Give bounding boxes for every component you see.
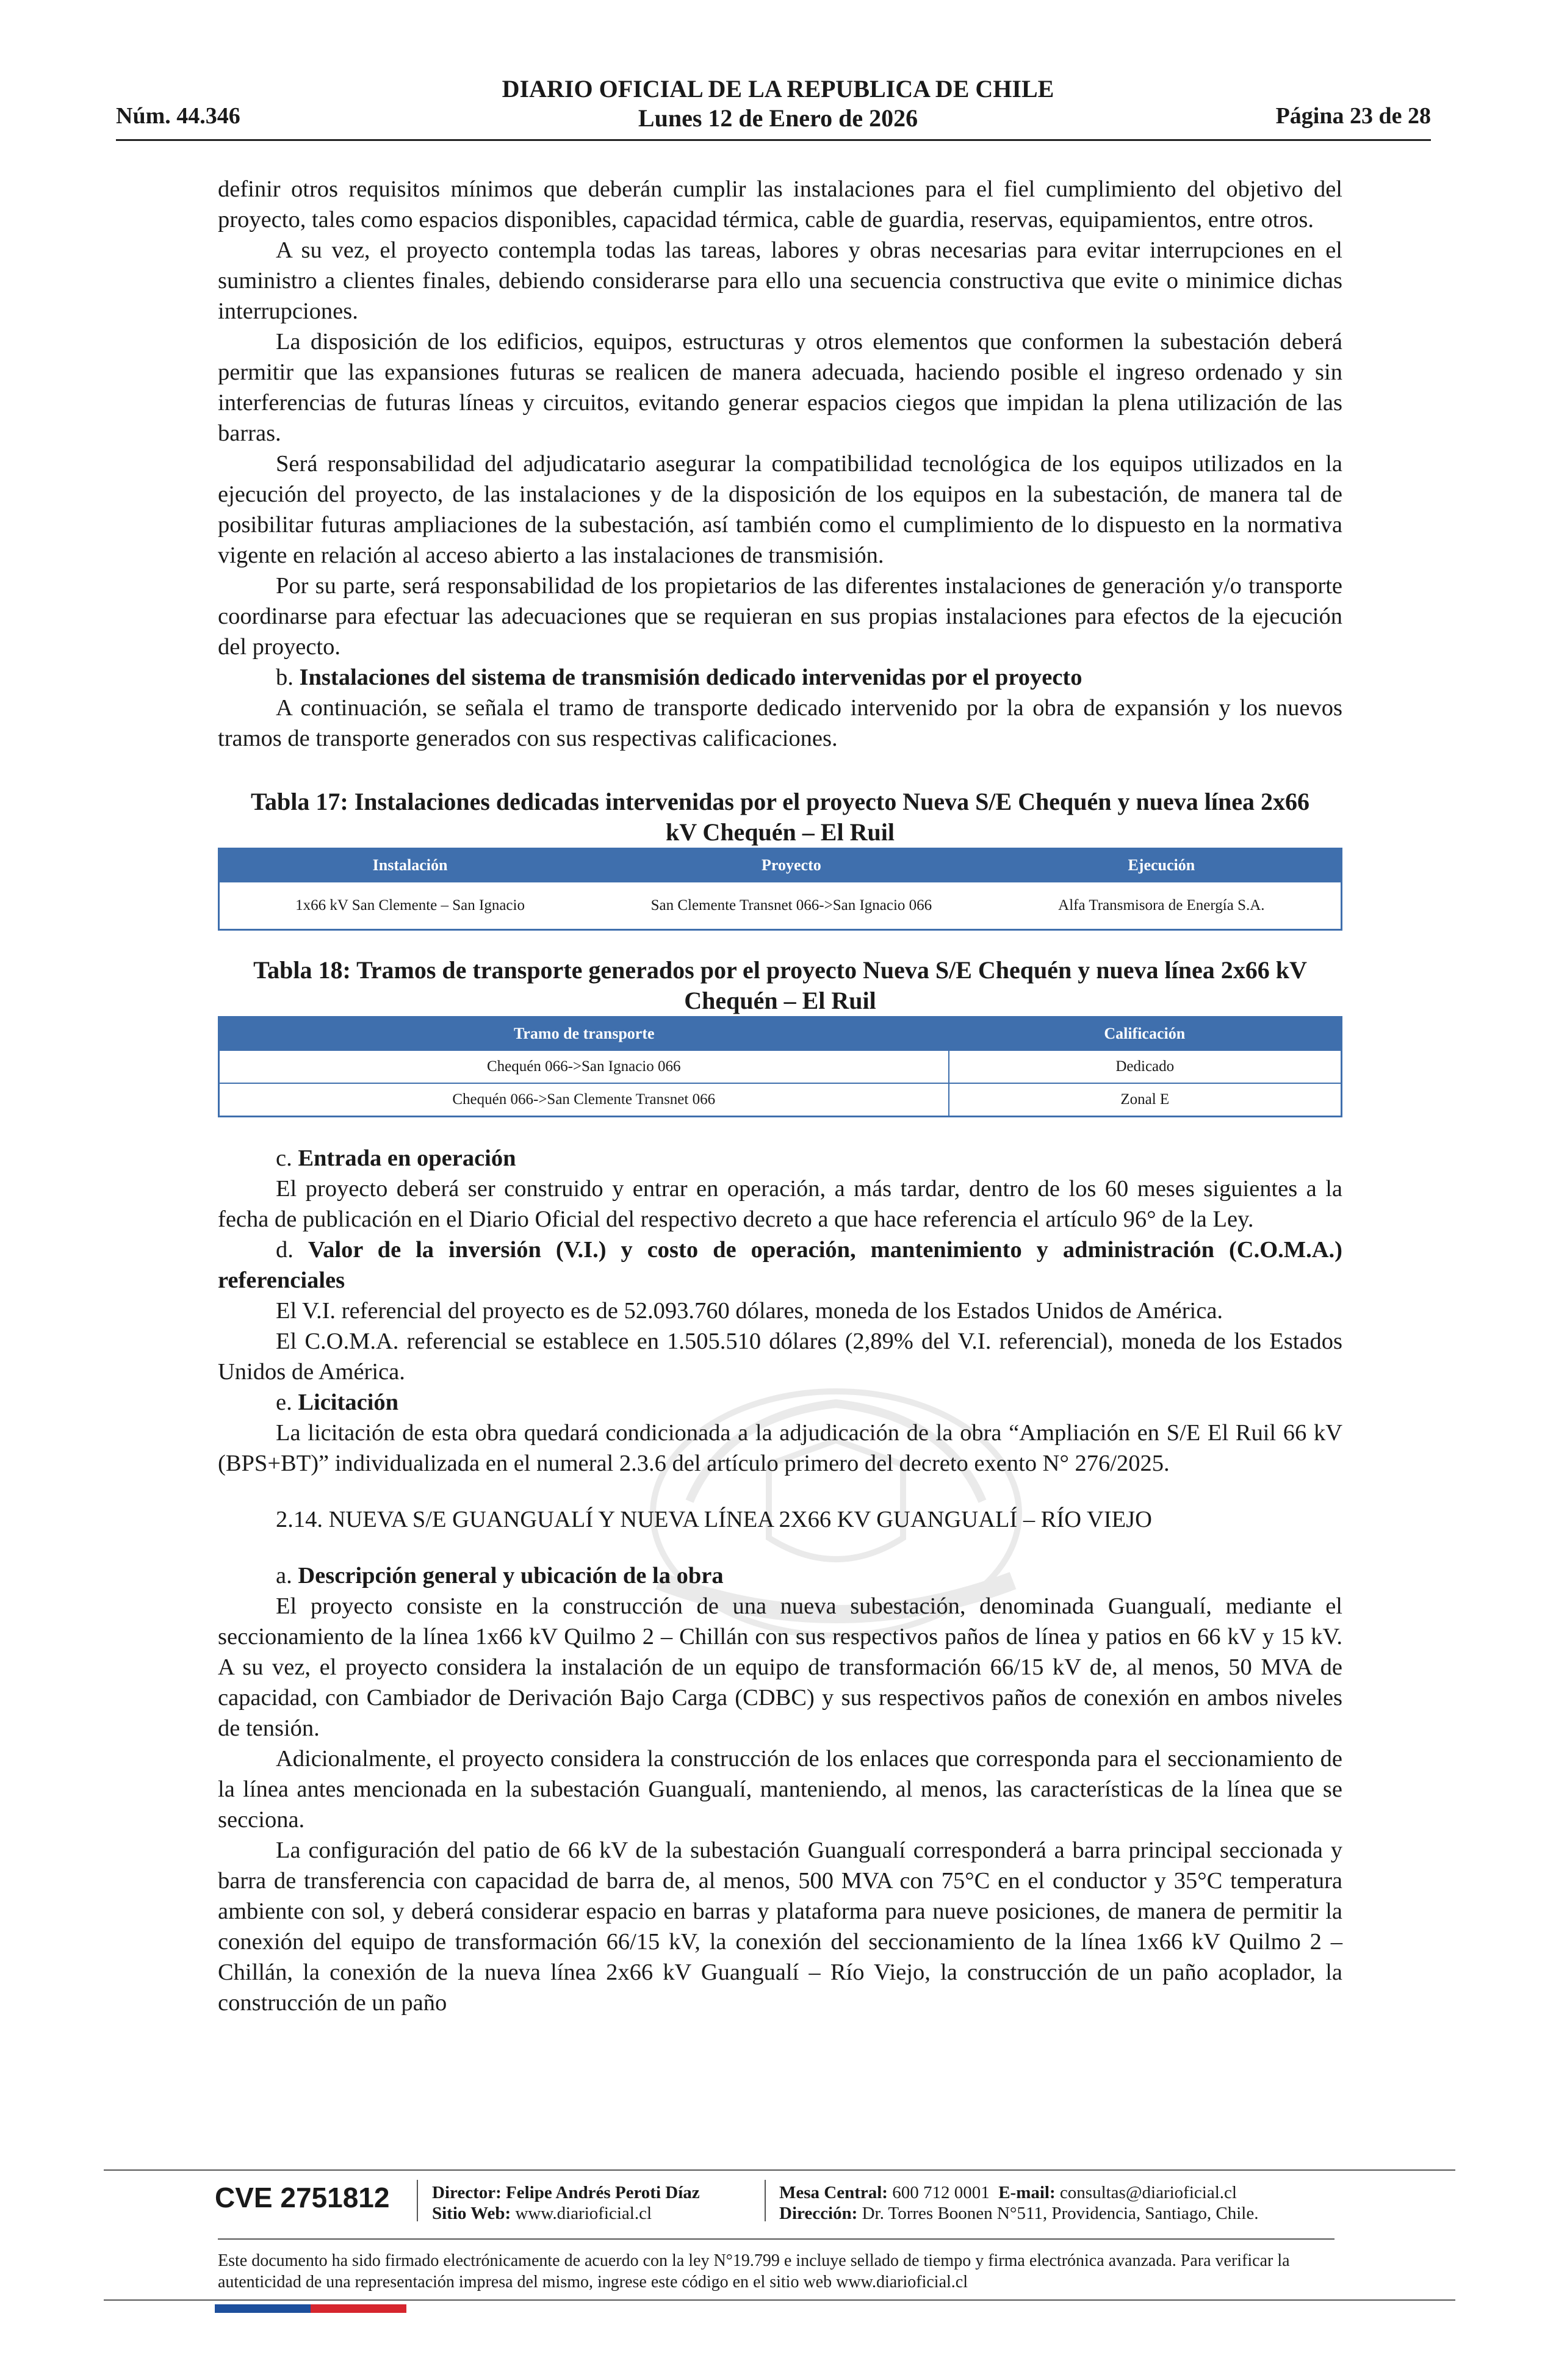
cve-code: CVE 2751812 [215,2182,390,2213]
paragraph: definir otros requisitos mínimos que deberán cumplir las instalaciones para el fiel cumplimiento del objetivo del proyecto, tales como espacios disponibles, capacidad térmica, cable de guardia, reservas, equipamientos, entre otros. [218,176,1342,233]
footer-director-block [432,2182,700,2224]
flag-stripe [215,2304,406,2313]
section-heading: 2.14. NUEVA S/E GUANGUALÍ Y NUEVA LÍNEA 2X66 KV GUANGUALÍ – RÍO VIEJO [276,1507,1152,1532]
email-label: E-mail: [998,2183,1056,2202]
footer-divider [417,2180,418,2221]
paragraph: La licitación de esta obra quedará condicionada a la adjudicación de la obra “Ampliación en S/E El Ruil 66 kV (BPS+BT)” individualizada en el numeral 2.3.6 del artículo primero del decreto exento N° 276/2025. [218,1420,1342,1476]
item-letter: a. [276,1563,292,1588]
paragraph: Por su parte, será responsabilidad de los propietarios de las diferentes instalaciones de generación y/o transporte coordinarse para efectuar las adecuaciones que se requieran en sus propias instalaciones para efectos de la ejecución del proyecto. [218,573,1342,660]
footer-contact-block [779,2182,1258,2224]
column-header: Calificación [949,1017,1342,1051]
flag-blue-segment [215,2304,311,2313]
paragraph: La disposición de los edificios, equipos, estructuras y otros elementos que conformen la subestación deberá permitir que las expansiones futuras se realicen de manera adecuada, haciendo posible el ingreso ordenado y sin interferencias de futuras líneas y circuitos, evitando generar espacios ciegos que impidan la plena utilización de las barras. [218,329,1342,446]
table-cell: Chequén 066->San Clemente Transnet 066 [219,1083,949,1117]
phone-value: 600 712 0001 [892,2183,990,2202]
column-header: Tramo de transporte [219,1017,949,1051]
table-17-caption: Tabla 17: Instalaciones dedicadas intervenidas por el proyecto Nueva S/E Chequén y nueva línea 2x66 kV Chequén – El Ruil [251,788,1309,846]
footer-rule [218,2238,1334,2240]
paragraph: A continuación, se señala el tramo de transporte dedicado intervenido por la obra de expansión y los nuevos tramos de transporte generados con sus respectivas calificaciones. [218,695,1342,751]
item-letter: d. [276,1237,294,1263]
table-cell: 1x66 kV San Clemente – San Ignacio [219,882,601,930]
publication-date: Lunes 12 de Enero de 2026 [638,104,918,132]
item-title: Entrada en operación [298,1145,516,1171]
item-heading-c [218,1143,1342,1174]
table-row [219,1050,1342,1083]
header-rule [116,139,1431,141]
paragraph: El V.I. referencial del proyecto es de 52.093.760 dólares, moneda de los Estados Unidos de América. [276,1298,1223,1324]
paragraph: El proyecto deberá ser construido y entrar en operación, a más tardar, dentro de los 60 meses siguientes a la fecha de publicación en el Diario Oficial del respectivo decreto a que hace referencia el artículo 96° de la Ley. [218,1176,1342,1232]
website-link[interactable]: www.diarioficial.cl [515,2204,652,2223]
table-18 [218,1016,1342,1117]
table-cell: Chequén 066->San Ignacio 066 [219,1050,949,1083]
table-cell: San Clemente Transnet 066->San Ignacio 066 [600,882,982,930]
director-name: Felipe Andrés Peroti Díaz [506,2183,700,2202]
page-number: Página 23 de 28 [1275,103,1431,129]
table-header-row [219,1017,1342,1051]
item-title: Valor de la inversión (V.I.) y costo de operación, mantenimiento y administración (C.O.M.A.) referenciales [218,1237,1343,1293]
paragraph: El C.O.M.A. referencial se establece en 1.505.510 dólares (2,89% del V.I. referencial), moneda de los Estados Unidos de América. [218,1329,1342,1385]
item-heading-b [218,662,1342,693]
paragraph: La configuración del patio de 66 kV de la subestación Guangualí corresponderá a barra principal seccionada y barra de transferencia con capacidad de barra de, al menos, 500 MVA con 75°C en el conductor y 35°C temperatura ambiente con sol, y deberá considerar espacio en barras y plataforma para nueve posiciones, de manera de permitir la conexión del equipo de transformación 66/15 kV, la conexión del seccionamiento de la línea 1x66 kV Quilmo 2 – Chillán, la conexión de la nueva línea 2x66 kV Guangualí – Río Viejo, la construcción de un paño acoplador, la construcción de un paño [218,1837,1342,2016]
table-cell: Alfa Transmisora de Energía S.A. [982,882,1342,930]
table-cell: Dedicado [949,1050,1342,1083]
column-header: Ejecución [982,849,1342,882]
item-title: Instalaciones del sistema de transmisión dedicado intervenidas por el proyecto [299,665,1082,690]
item-letter: c. [276,1145,292,1171]
website-label: Sitio Web: [432,2204,511,2223]
phone-label: Mesa Central: [779,2183,888,2202]
director-label: Director: [432,2183,502,2202]
signature-note: Este documento ha sido firmado electrónicamente de acuerdo con la ley N°19.799 e incluye sellado de tiempo y firma electrónica avanzada. Para verificar la autenticidad de una representación impresa del mismo, ingrese este código en el sitio web www.diarioficial.cl [218,2251,1290,2292]
column-header: Proyecto [600,849,982,882]
paragraph: Adicionalmente, el proyecto considera la construcción de los enlaces que corresponda para el seccionamiento de la línea antes mencionada en la subestación Guangualí, manteniendo, al menos, las características de la línea que se secciona. [218,1746,1342,1833]
address-label: Dirección: [779,2204,858,2223]
item-heading-d [218,1235,1342,1296]
table-row [219,882,1342,930]
item-title: Descripción general y ubicación de la obra [298,1563,724,1588]
paragraph: Será responsabilidad del adjudicatario asegurar la compatibilidad tecnológica de los equipos utilizados en la ejecución del proyecto, de las instalaciones y de la disposición de los equipos en la subestación, de manera tal de posibilitar futuras ampliaciones de la subestación, así también como el cumplimiento de lo dispuesto en la normativa vigente en relación al acceso abierto a las instalaciones de transmisión. [218,451,1342,568]
publication-title: DIARIO OFICIAL DE LA REPUBLICA DE CHILE [502,75,1054,103]
paragraph: A su vez, el proyecto contempla todas las tareas, labores y obras necesarias para evitar interrupciones en el suministro a clientes finales, debiendo considerarse para ello una secuencia constructiva que evite o minimice dichas interrupciones. [218,237,1342,324]
footer-rule [104,2299,1455,2301]
column-header: Instalación [219,849,601,882]
item-heading-a [218,1560,1342,1591]
footer-rule [104,2169,1455,2171]
table-header-row [219,849,1342,882]
table-row [219,1083,1342,1117]
table-cell: Zonal E [949,1083,1342,1117]
table-18-caption: Tabla 18: Tramos de transporte generados por el proyecto Nueva S/E Chequén y nueva línea 2x66 kV Chequén – El Ruil [253,956,1307,1014]
paragraph: El proyecto consiste en la construcción de una nueva subestación, denominada Guangualí, mediante el seccionamiento de la línea 1x66 kV Quilmo 2 – Chillán con sus respectivos paños de línea y patios en 66 kV y 15 kV. A su vez, el proyecto considera la instalación de un equipo de transformación 66/15 kV de, al menos, 50 MVA de capacidad, con Cambiador de Derivación Bajo Carga (CDBC) y sus respectivos paños de conexión en ambos niveles de tensión. [218,1593,1342,1741]
address-value: Dr. Torres Boonen N°511, Providencia, Santiago, Chile. [862,2204,1259,2223]
item-heading-e [218,1387,1342,1418]
item-letter: e. [276,1390,292,1415]
item-title: Licitación [298,1390,399,1415]
item-letter: b. [276,665,294,690]
issue-number: Núm. 44.346 [116,103,240,129]
email-link[interactable]: consultas@diarioficial.cl [1059,2183,1237,2202]
footer-divider [765,2180,766,2221]
table-17 [218,848,1342,931]
flag-red-segment [311,2304,406,2313]
document-body [218,174,1342,2018]
